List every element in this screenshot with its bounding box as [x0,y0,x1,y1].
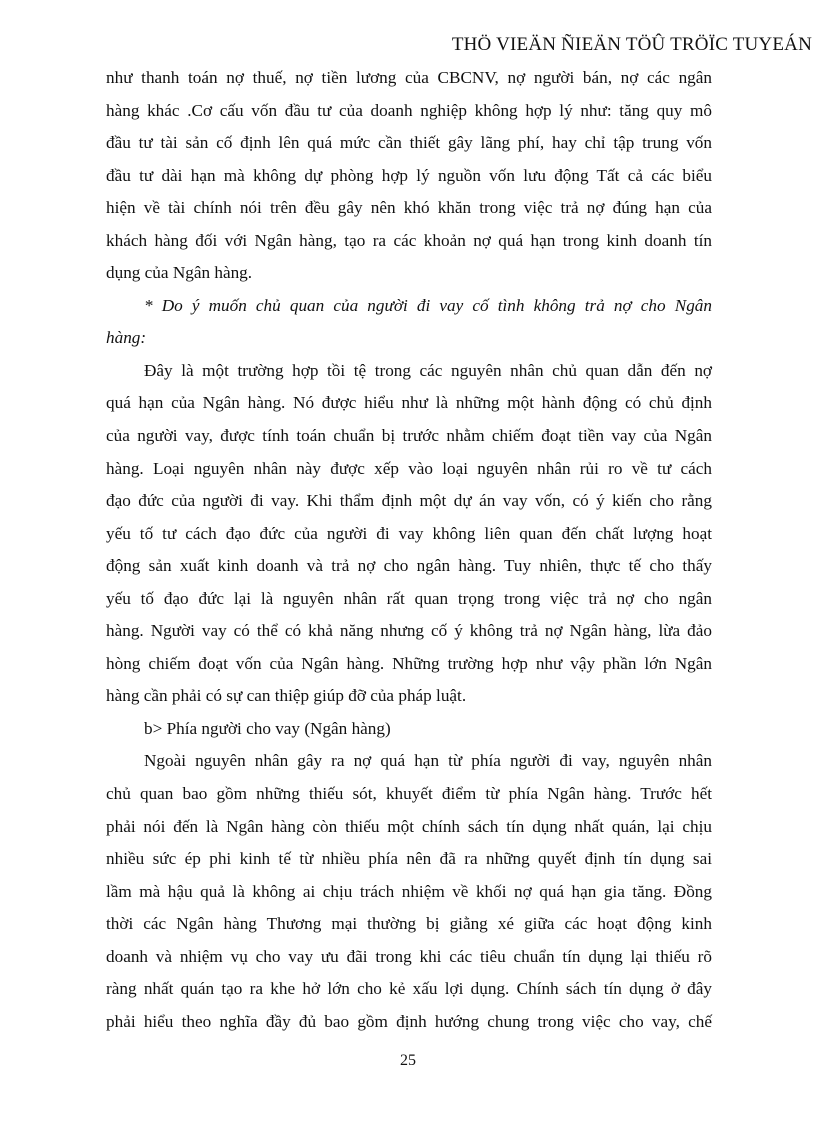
text-line: hàng khác .Cơ cấu vốn đầu tư của doanh nghiệp không hợp lý như: tăng quy mô [106,100,712,120]
text-line: như thanh toán nợ thuế, nợ tiền lương của CBCNV, nợ người bán, nợ các ngân [106,68,712,87]
text-line: khách hàng đối với Ngân hàng, tạo ra các khoản nợ quá hạn trong kinh doanh tín [106,230,712,250]
text-line: của người vay, được tính toán chuẩn bị trước nhằm chiếm đoạt tiền vay của Ngân [106,426,712,446]
text-line: nhiều sức ép phi kinh tế từ nhiều phía nên đã ra những quyết định tín dụng sai [106,849,712,869]
text-line: lầm mà hậu quả là không ai chịu trách nhiệm về khối nợ quá hạn gia tăng. Đồng [106,881,712,901]
text-line: quá hạn của Ngân hàng. Nó được hiểu như là những một hành động có chủ định [106,393,712,413]
text-line: phải hiểu theo nghĩa đầy đủ bao gồm định hướng chung trong việc cho vay, chế [106,1011,712,1031]
section-heading-italic: * Do ý muốn chủ quan của người đi vay cố tình không trả nợ cho Ngân [144,295,712,315]
library-header-title: THÖ VIEÄN ÑIEÄN TÖÛ TRÖÏC TUYEÁN [451,34,812,55]
section-heading-italic: hàng: [106,328,147,348]
text-line: ràng nhất quán tạo ra khe hở lớn cho kẻ xấu lợi dụng. Chính sách tín dụng ở đây [106,979,712,999]
text-line: hàng. Người vay có thể có khả năng nhưng cố ý không trả nợ Ngân hàng, lừa đảo [106,621,712,641]
text-line: Ngoài nguyên nhân gây ra nợ quá hạn từ phía người đi vay, nguyên nhân [144,751,712,771]
page-number: 25 [400,1052,416,1069]
text-line: hàng cần phải có sự can thiệp giúp đỡ của pháp luật. [106,686,467,706]
text-line: thời các Ngân hàng Thương mại thường bị giằng xé giữa các hoạt động kinh [106,914,712,934]
text-line: chủ quan bao gồm những thiếu sót, khuyết điểm từ phía Ngân hàng. Trước hết [106,784,712,804]
text-line: doanh và nhiệm vụ cho vay ưu đãi trong khi các tiêu chuẩn tín dụng lại thiếu rõ [106,946,712,966]
text-line: hàng. Loại nguyên nhân này được xếp vào loại nguyên nhân rủi ro về tư cách [106,458,712,478]
text-line: đầu tư tài sản cố định lên quá mức cần thiết gây lãng phí, hay chỉ tập trung vốn [106,133,712,153]
text-line: phải nói đến là Ngân hàng còn thiếu một chính sách tín dụng nhất quán, lại chịu [106,816,712,836]
text-line: Đây là một trường hợp tồi tệ trong các nguyên nhân chủ quan dẫn đến nợ [144,360,712,380]
text-line: đạo đức của người đi vay. Khi thẩm định một dự án vay vốn, có ý kiến cho rằng [106,491,712,511]
text-line: dụng của Ngân hàng. [106,263,253,283]
subsection-heading: b> Phía người cho vay (Ngân hàng) [144,718,391,738]
text-line: đầu tư dài hạn mà không dự phòng hợp lý nguồn vốn lưu động Tất cả các biểu [106,165,712,185]
text-line: yếu tố tư cách đạo đức của người đi vay không liên quan đến chất lượng hoạt [106,523,712,543]
text-line: yếu tố đạo đức lại là nguyên nhân rất quan trọng trong việc trả nợ cho ngân [106,588,712,608]
text-line: hòng chiếm đoạt vốn của Ngân hàng. Những trường hợp như vậy phần lớn Ngân [106,653,712,673]
text-line: hiện về tài chính nói trên đều gây nên khó khăn trong việc trả nợ đúng hạn của [106,198,712,218]
text-line: động sản xuất kinh doanh và trả nợ cho ngân hàng. Tuy nhiên, thực tế cho thấy [106,556,712,576]
document-body [106,62,712,1038]
